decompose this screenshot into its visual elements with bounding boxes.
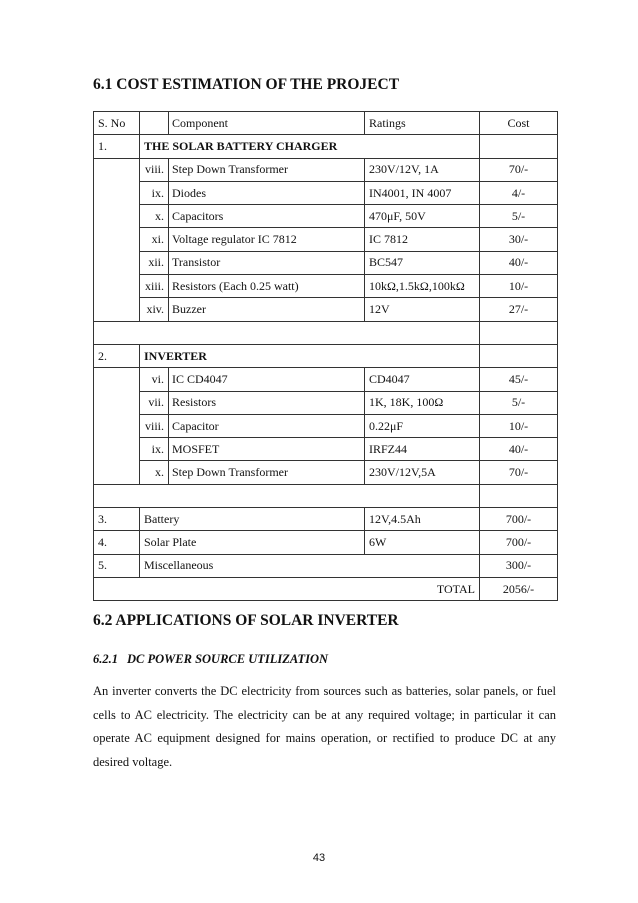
- item-roman-numeral: xiv.: [140, 298, 169, 321]
- item-component: Diodes: [169, 181, 365, 204]
- table-row: [94, 531, 558, 554]
- item-roman-numeral: x.: [140, 205, 169, 228]
- group-title: INVERTER: [140, 344, 480, 367]
- item-component: IC CD4047: [169, 368, 365, 391]
- item-roman-numeral: vi.: [140, 368, 169, 391]
- item-cost: 10/-: [480, 414, 558, 437]
- item-cost: 4/-: [480, 181, 558, 204]
- table-row: [94, 275, 558, 298]
- item-rating: IRFZ44: [365, 438, 480, 461]
- total-label: TOTAL: [94, 577, 480, 600]
- row-sno: 3.: [94, 508, 140, 531]
- table-header-row: [94, 112, 558, 135]
- item-roman-numeral: xi.: [140, 228, 169, 251]
- section-heading-applications: 6.2 APPLICATIONS OF SOLAR INVERTER: [93, 612, 399, 629]
- subsection-number: 6.2.1: [93, 652, 118, 666]
- item-cost: 10/-: [480, 275, 558, 298]
- table-row: [94, 508, 558, 531]
- spacer-cost-cell: [480, 321, 558, 344]
- item-rating: CD4047: [365, 368, 480, 391]
- item-component: Buzzer: [169, 298, 365, 321]
- item-component: Resistors (Each 0.25 watt): [169, 275, 365, 298]
- item-rating: 0.22μF: [365, 414, 480, 437]
- header-component: Component: [169, 112, 365, 135]
- item-roman-numeral: viii.: [140, 158, 169, 181]
- item-cost: 5/-: [480, 391, 558, 414]
- table-row: [94, 414, 558, 437]
- cost-estimation-table: [93, 111, 558, 601]
- item-cost: 40/-: [480, 438, 558, 461]
- item-rating: 1K, 18K, 100Ω: [365, 391, 480, 414]
- item-rating: 470μF, 50V: [365, 205, 480, 228]
- item-cost: 70/-: [480, 461, 558, 484]
- body-paragraph: An inverter converts the DC electricity from sources such as batteries, solar panels, or fuel cells to AC electricity. The electricity can be at any required voltage; in particular it can operate AC equipment designed for mains operation, or rectified to produce DC at any desired voltage.: [93, 684, 556, 769]
- table-row: [94, 251, 558, 274]
- item-cost: 30/-: [480, 228, 558, 251]
- row-component: Miscellaneous: [140, 554, 480, 577]
- table-row: [94, 181, 558, 204]
- item-roman-numeral: ix.: [140, 438, 169, 461]
- row-component: Solar Plate: [140, 531, 365, 554]
- item-component: Resistors: [169, 391, 365, 414]
- group-cost-empty: [480, 135, 558, 158]
- spacer-cell: [94, 484, 480, 507]
- row-rating: 12V,4.5Ah: [365, 508, 480, 531]
- item-cost: 45/-: [480, 368, 558, 391]
- item-component: MOSFET: [169, 438, 365, 461]
- table-row: [94, 205, 558, 228]
- group-title-row: [94, 344, 558, 367]
- item-component: Capacitors: [169, 205, 365, 228]
- header-spacer: [140, 112, 169, 135]
- group-sno-spacer: [94, 158, 140, 321]
- table-row: [94, 438, 558, 461]
- item-roman-numeral: x.: [140, 461, 169, 484]
- item-cost: 40/-: [480, 251, 558, 274]
- group-sno: 1.: [94, 135, 140, 158]
- header-sno: S. No: [94, 112, 140, 135]
- row-cost: 700/-: [480, 531, 558, 554]
- table-row: [94, 554, 558, 577]
- item-roman-numeral: xii.: [140, 251, 169, 274]
- item-component: Capacitor: [169, 414, 365, 437]
- table-row: [94, 228, 558, 251]
- cost-table-body: [94, 112, 558, 601]
- total-row: [94, 577, 558, 600]
- item-cost: 5/-: [480, 205, 558, 228]
- section-heading-cost-estimation: 6.1 COST ESTIMATION OF THE PROJECT: [93, 76, 400, 93]
- table-row: [94, 158, 558, 181]
- total-value: 2056/-: [480, 577, 558, 600]
- table-row: [94, 298, 558, 321]
- row-component: Battery: [140, 508, 365, 531]
- item-component: Step Down Transformer: [169, 461, 365, 484]
- item-cost: 70/-: [480, 158, 558, 181]
- row-cost: 700/-: [480, 508, 558, 531]
- spacer-row: [94, 484, 558, 507]
- spacer-cell: [94, 321, 480, 344]
- table-row: [94, 461, 558, 484]
- subsection-title: DC POWER SOURCE UTILIZATION: [127, 652, 329, 666]
- item-component: Step Down Transformer: [169, 158, 365, 181]
- item-roman-numeral: ix.: [140, 181, 169, 204]
- item-rating: 230V/12V,5A: [365, 461, 480, 484]
- row-sno: 4.: [94, 531, 140, 554]
- row-rating: 6W: [365, 531, 480, 554]
- row-sno: 5.: [94, 554, 140, 577]
- spacer-cost-cell: [480, 484, 558, 507]
- item-rating: IN4001, IN 4007: [365, 181, 480, 204]
- item-component: Transistor: [169, 251, 365, 274]
- group-title-row: [94, 135, 558, 158]
- item-rating: BC547: [365, 251, 480, 274]
- item-component: Voltage regulator IC 7812: [169, 228, 365, 251]
- group-title: THE SOLAR BATTERY CHARGER: [140, 135, 480, 158]
- spacer-row: [94, 321, 558, 344]
- page-number: 43: [312, 852, 326, 864]
- header-ratings: Ratings: [365, 112, 480, 135]
- item-roman-numeral: viii.: [140, 414, 169, 437]
- row-cost: 300/-: [480, 554, 558, 577]
- header-cost: Cost: [480, 112, 558, 135]
- item-roman-numeral: vii.: [140, 391, 169, 414]
- group-sno-spacer: [94, 368, 140, 484]
- item-rating: 10kΩ,1.5kΩ,100kΩ: [365, 275, 480, 298]
- table-row: [94, 391, 558, 414]
- item-roman-numeral: xiii.: [140, 275, 169, 298]
- group-sno: 2.: [94, 344, 140, 367]
- item-rating: IC 7812: [365, 228, 480, 251]
- group-cost-empty: [480, 344, 558, 367]
- subsection-heading: [93, 652, 328, 667]
- item-rating: 12V: [365, 298, 480, 321]
- item-cost: 27/-: [480, 298, 558, 321]
- table-row: [94, 368, 558, 391]
- item-rating: 230V/12V, 1A: [365, 158, 480, 181]
